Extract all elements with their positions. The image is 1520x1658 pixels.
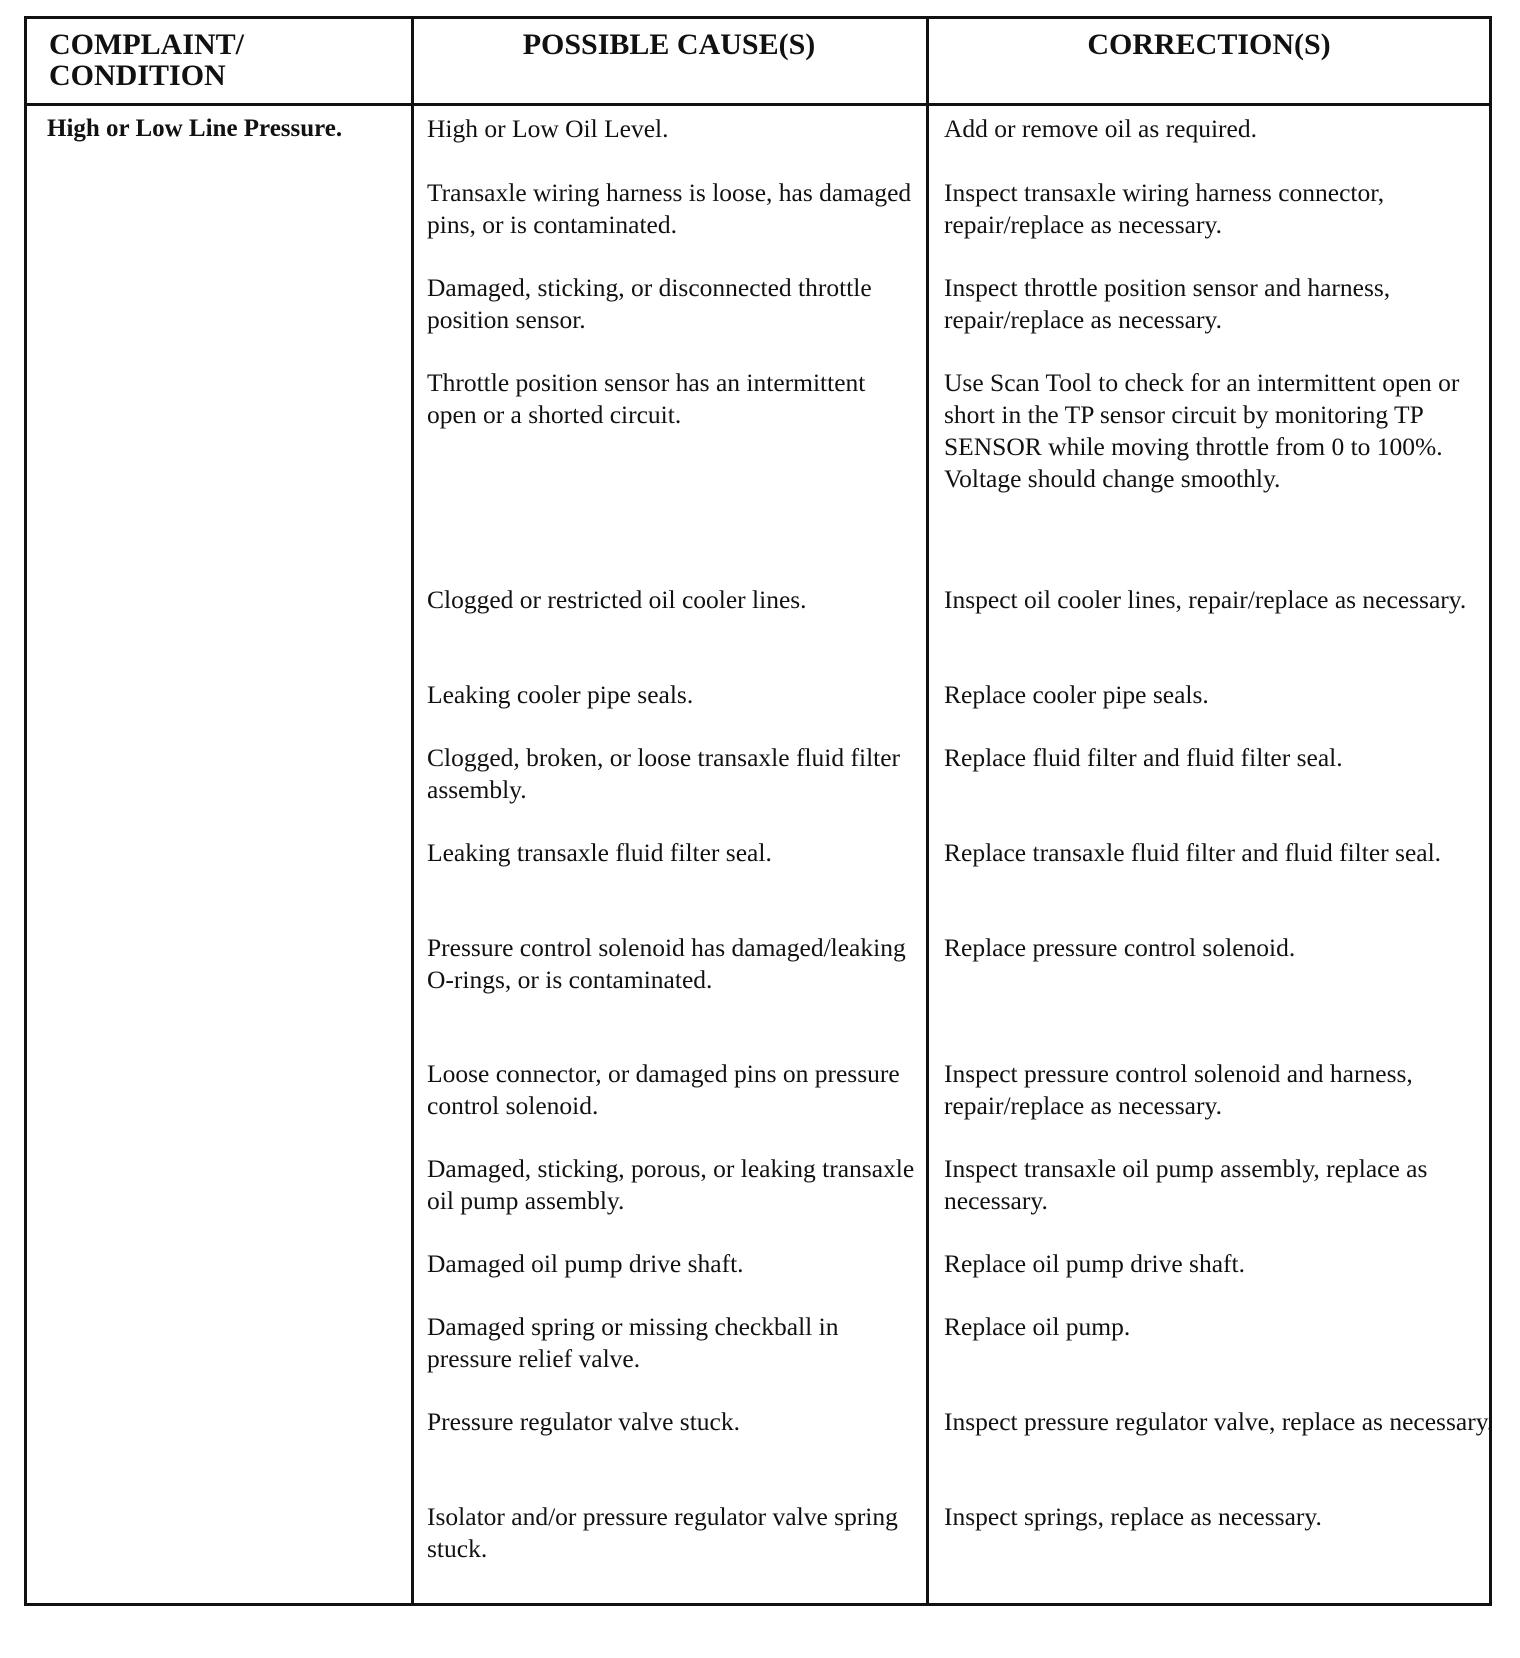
correction-cell: Replace pressure control solenoid. bbox=[944, 933, 1296, 962]
header-correction: CORRECTION(S) bbox=[1087, 28, 1331, 61]
correction-cell: Inspect springs, replace as necessary. bbox=[944, 1502, 1322, 1531]
cause-cell: Pressure control solenoid has damaged/leaking O-rings, or is contaminated. bbox=[427, 933, 906, 994]
correction-cell: Replace oil pump. bbox=[944, 1312, 1131, 1341]
header-divider bbox=[27, 103, 1489, 106]
correction-cell: Inspect oil cooler lines, repair/replace as necessary. bbox=[944, 585, 1467, 614]
cause-cell: High or Low Oil Level. bbox=[427, 114, 669, 143]
correction-cell: Inspect throttle position sensor and harness, repair/replace as necessary. bbox=[944, 273, 1391, 334]
cause-cell: Throttle position sensor has an intermittent open or a shorted circuit. bbox=[427, 368, 866, 429]
cause-cell: Isolator and/or pressure regulator valve spring stuck. bbox=[427, 1502, 898, 1563]
cause-cell: Clogged, broken, or loose transaxle fluid filter assembly. bbox=[427, 743, 901, 804]
cause-cell: Pressure regulator valve stuck. bbox=[427, 1407, 740, 1436]
cause-cell: Leaking transaxle fluid filter seal. bbox=[427, 838, 772, 867]
correction-cell: Add or remove oil as required. bbox=[944, 114, 1257, 143]
cause-cell: Damaged, sticking, porous, or leaking transaxle oil pump assembly. bbox=[427, 1154, 915, 1215]
correction-cell: Use Scan Tool to check for an intermittent open or short in the TP sensor circuit by monitoring TP SENSOR while moving throttle from 0 to 100%. Voltage should change smoothly. bbox=[944, 368, 1460, 493]
correction-cell: Inspect transaxle wiring harness connector, repair/replace as necessary. bbox=[944, 178, 1385, 239]
correction-cell: Replace transaxle fluid filter and fluid filter seal. bbox=[944, 838, 1442, 867]
cause-cell: Clogged or restricted oil cooler lines. bbox=[427, 585, 807, 614]
correction-cell: Replace fluid filter and fluid filter seal. bbox=[944, 743, 1343, 772]
cause-cell: Damaged, sticking, or disconnected throttle position sensor. bbox=[427, 273, 872, 334]
cause-cell: Loose connector, or damaged pins on pressure control solenoid. bbox=[427, 1059, 900, 1120]
cause-cell: Damaged spring or missing checkball in pressure relief valve. bbox=[427, 1312, 839, 1373]
correction-cell: Inspect pressure control solenoid and harness, repair/replace as necessary. bbox=[944, 1059, 1413, 1120]
complaint-condition: High or Low Line Pressure. bbox=[47, 115, 343, 142]
cause-cell: Leaking cooler pipe seals. bbox=[427, 680, 694, 709]
diagnosis-table bbox=[24, 16, 1492, 1606]
column-divider bbox=[926, 19, 929, 1603]
correction-cell: Inspect transaxle oil pump assembly, replace as necessary. bbox=[944, 1154, 1428, 1215]
correction-cell: Replace oil pump drive shaft. bbox=[944, 1249, 1245, 1278]
correction-cell: Inspect pressure regulator valve, replace as necessary. bbox=[944, 1407, 1494, 1436]
header-complaint: COMPLAINT/ CONDITION bbox=[49, 28, 244, 92]
header-possible-cause: POSSIBLE CAUSE(S) bbox=[522, 28, 816, 61]
column-divider bbox=[411, 19, 414, 1603]
correction-cell: Replace cooler pipe seals. bbox=[944, 680, 1209, 709]
cause-cell: Damaged oil pump drive shaft. bbox=[427, 1249, 744, 1278]
cause-cell: Transaxle wiring harness is loose, has damaged pins, or is contaminated. bbox=[427, 178, 912, 239]
